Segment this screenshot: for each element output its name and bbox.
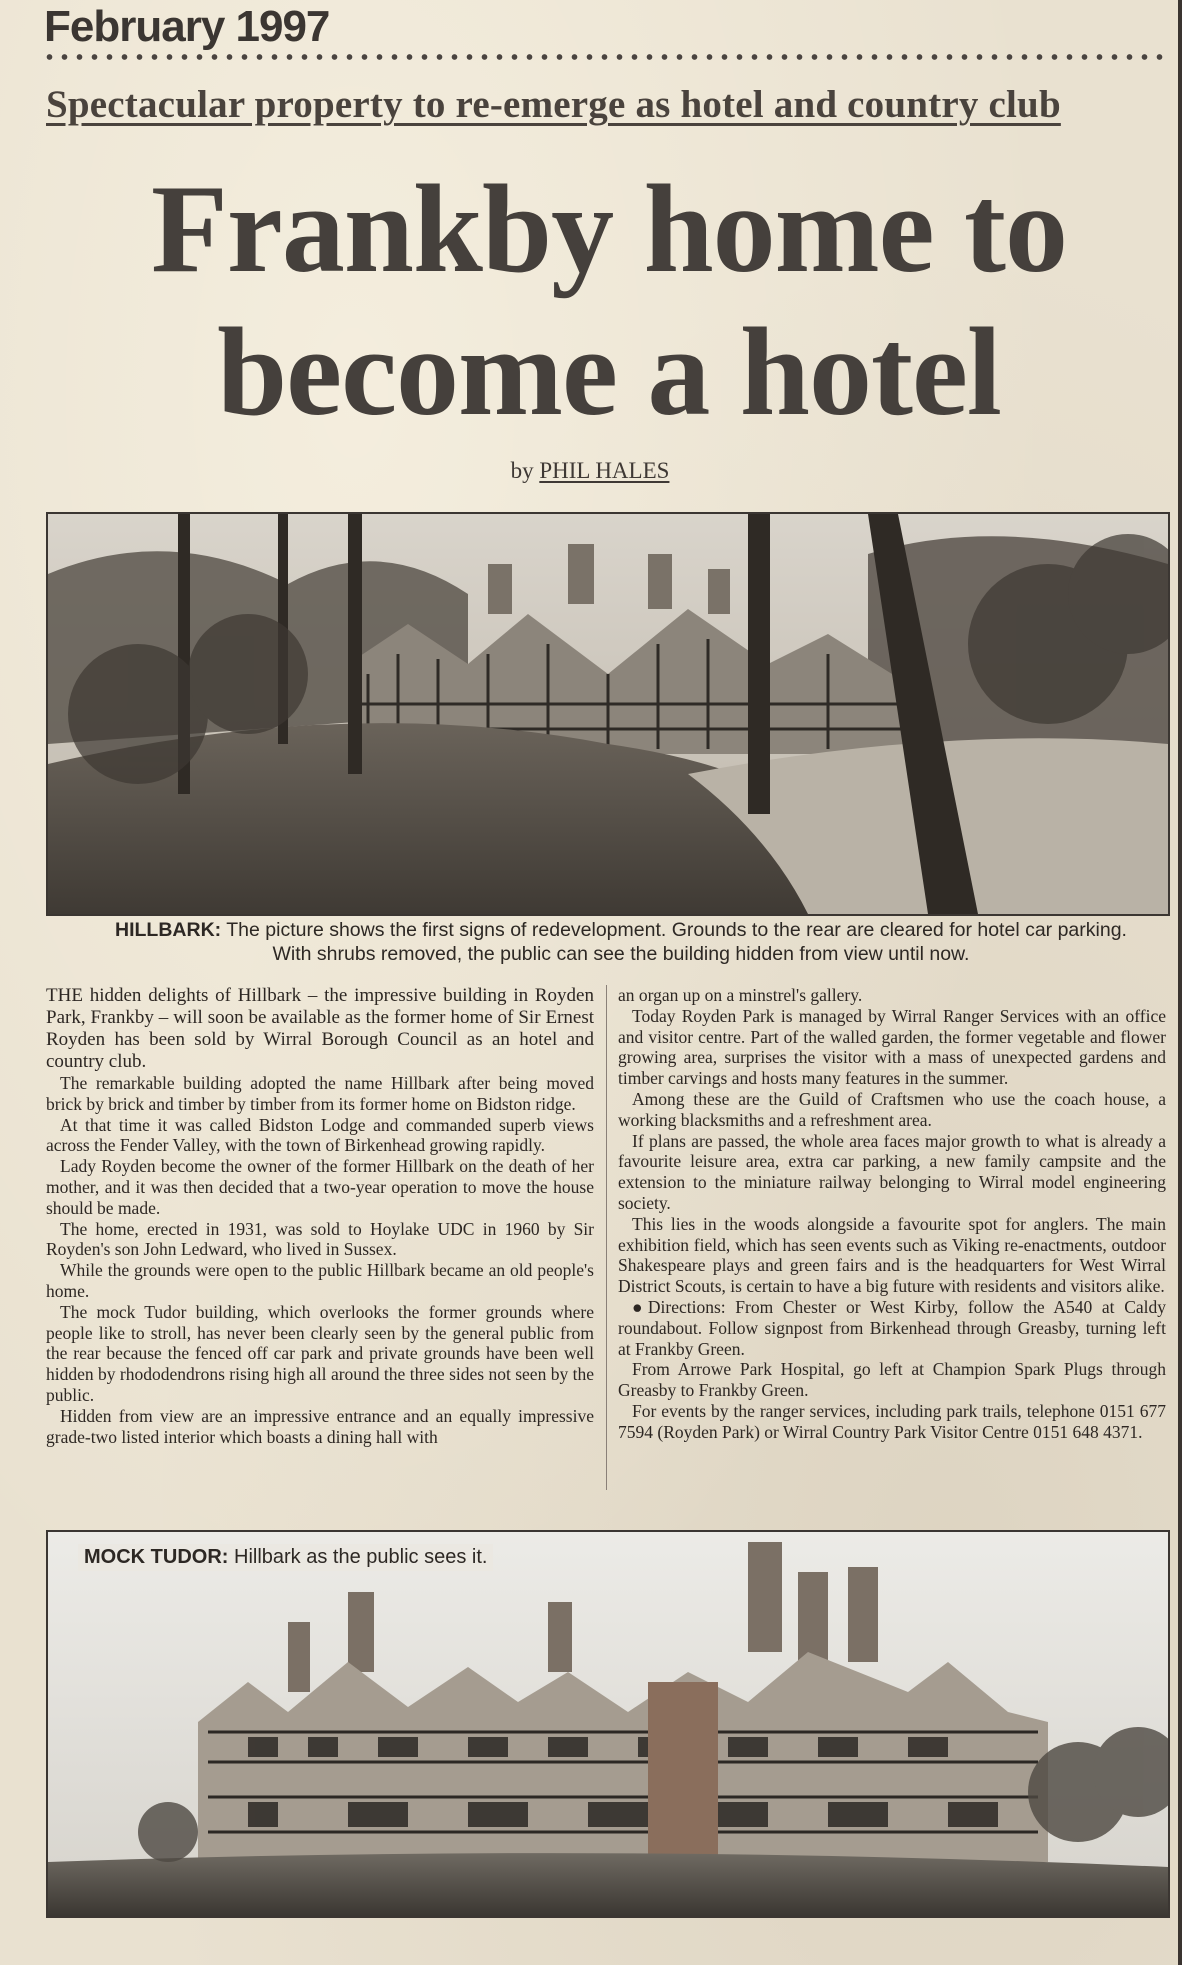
right-paragraph-7: From Arrowe Park Hospital, go left at Champion Spark Plugs through Greasby to Frankby Green. <box>618 1359 1166 1401</box>
hillbark-rear-photo-image <box>48 514 1168 914</box>
left-paragraph-3: At that time it was called Bidston Lodge and commanded superb views across the Fender Valley, with the town of Birkenhead growing rapidly. <box>46 1114 594 1156</box>
headline-line-2: become a hotel <box>217 303 1001 442</box>
main-headline <box>54 158 1164 444</box>
byline <box>0 458 1180 484</box>
kicker-headline: Spectacular property to re-emerge as hotel and country club <box>46 83 1061 126</box>
right-paragraph-4: If plans are passed, the whole area faces major growth to what is already a favourite leisure area, extra car parking, a new family campsite and the extension to the miniature railway belonging to Wirral model engineering society. <box>618 1130 1166 1213</box>
left-paragraph-1: THE hidden delights of Hillbark – the impressive building in Royden Park, Frankby – will soon be available as the former home of Sir Ernest Royden has been sold by Wirral Borough Council as an hotel and country club. <box>46 985 594 1072</box>
left-paragraph-8: Hidden from view are an impressive entrance and an equally impressive grade-two listed interior which boasts a dining hall with <box>46 1405 594 1447</box>
byline-author: PHIL HALES <box>539 458 670 483</box>
photo1-caption-text: The picture shows the first signs of redevelopment. Grounds to the rear are cleared for hotel car parking. With shrubs removed, the public can see the building hidden from view until now. <box>226 919 1127 965</box>
left-paragraph-6: While the grounds were open to the public Hillbark became an old people's home. <box>46 1260 594 1301</box>
article-right-column <box>618 985 1166 1443</box>
right-paragraph-directions: ●Directions: From Chester or West Kirby, follow the A540 at Caldy roundabout. Follow signpost from Birkenhead through Greasby, turning left at Frankby Green. <box>618 1296 1166 1359</box>
column-divider <box>606 985 607 1490</box>
photo2-caption <box>78 1544 493 1571</box>
left-paragraph-7: The mock Tudor building, which overlooks the former grounds where people like to stroll, has never been clearly seen by the general public from the rear because the fenced off car park and private grounds have been well hidden by rhododendrons rising high all around the three sides not seen by the public. <box>46 1301 594 1405</box>
dateline: February 1997 <box>44 2 330 51</box>
right-paragraph-2: Today Royden Park is managed by Wirral Ranger Services with an office and visitor centre. Part of the walled garden, the former vegetable and flower growing area, surprises the visitor with a mass of unexpected gardens and timber carvings and hosts many features in the summer. <box>618 1005 1166 1089</box>
right-paragraph-3: Among these are the Guild of Craftsmen who use the coach house, a working blacksmiths and a refreshment area. <box>618 1088 1166 1130</box>
right-paragraph-5: This lies in the woods alongside a favourite spot for anglers. The main exhibition field, which has seen events such as Viking re-enactments, outdoor Shakespeare plays and green fairs and is the headquarters for West Wirral District Scouts, is certain to have a big future with residents and visitors alike. <box>618 1213 1166 1297</box>
photo2-caption-text: Hillbark as the public sees it. <box>234 1546 488 1568</box>
byline-prefix: by <box>510 458 534 483</box>
page-edge <box>1178 0 1182 1965</box>
photo1-caption-lead: HILLBARK: <box>115 919 222 941</box>
photo1-caption <box>106 918 1136 966</box>
hillbark-front-photo <box>46 1530 1170 1918</box>
hillbark-rear-photo <box>46 512 1170 916</box>
left-paragraph-2: The remarkable building adopted the name Hillbark after being moved brick by brick and timber by timber from its former home on Bidston ridge. <box>46 1073 594 1114</box>
left-paragraph-4: Lady Royden become the owner of the former Hillbark on the death of her mother, and it was then decided that a two-year operation to move the house should be made. <box>46 1156 594 1218</box>
article-left-column <box>46 985 594 1447</box>
headline-line-1: Frankby home to <box>150 160 1068 299</box>
right-paragraph-8: For events by the ranger services, including park trails, telephone 0151 677 7594 (Royden Park) or Wirral Country Park Visitor Centre 0151 648 4371. <box>618 1400 1166 1442</box>
right-paragraph-1: an organ up on a minstrel's gallery. <box>618 985 863 1005</box>
dotted-rule <box>42 52 1168 62</box>
left-paragraph-5: The home, erected in 1931, was sold to Hoylake UDC in 1960 by Sir Royden's son John Ledward, who lived in Sussex. <box>46 1218 594 1260</box>
photo2-caption-lead: MOCK TUDOR: <box>84 1546 229 1568</box>
hillbark-front-photo-image <box>48 1532 1168 1916</box>
